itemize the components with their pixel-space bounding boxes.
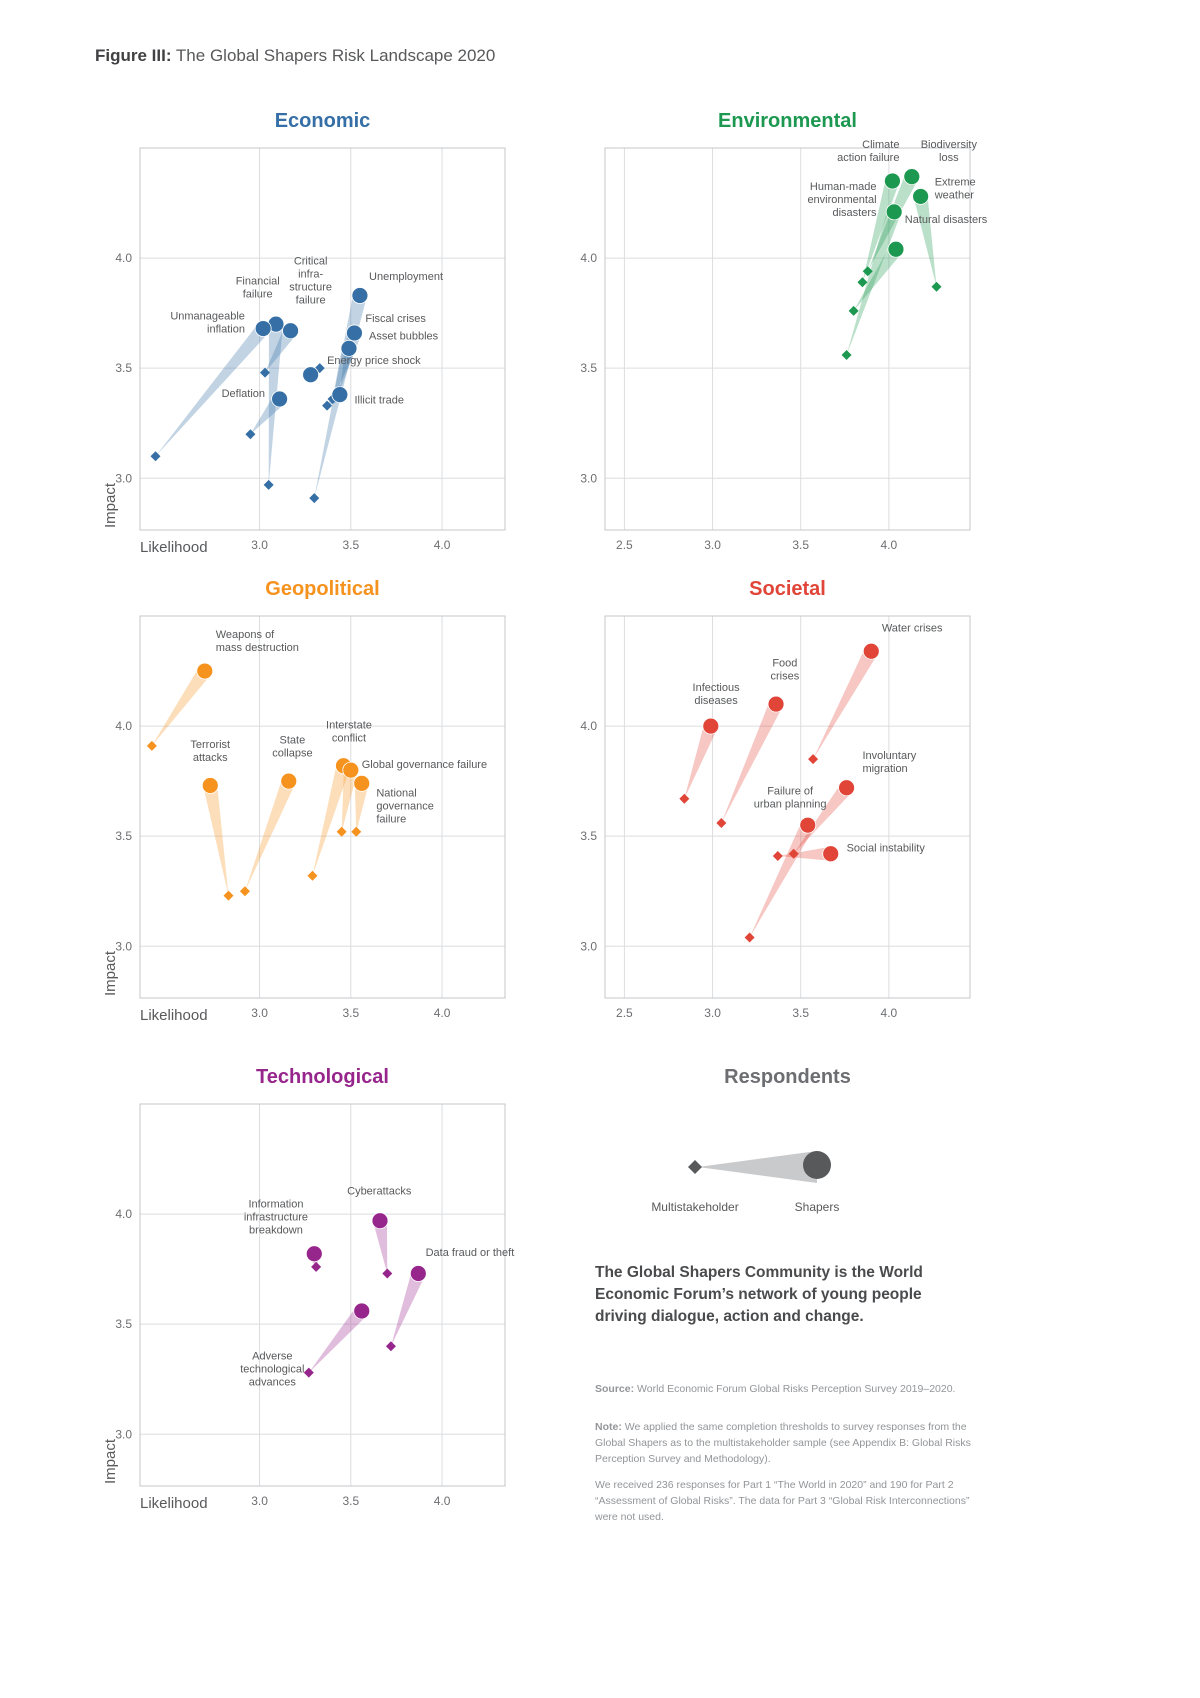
risk-label: Extreme — [934, 176, 976, 189]
y-axis-label: Impact — [102, 1438, 119, 1484]
risk-label: Food — [772, 657, 798, 670]
risk-label: Energy price shock — [327, 354, 421, 367]
y-tick-label: 3.0 — [115, 939, 132, 954]
panel-economic — [95, 108, 535, 568]
risk-label: Biodiversity — [920, 139, 977, 151]
legend-diamond-icon — [688, 1160, 702, 1174]
y-tick-label: 3.5 — [580, 361, 597, 376]
point-shapers — [306, 1246, 322, 1262]
point-shapers — [410, 1266, 426, 1282]
risk-label: Financial — [235, 275, 280, 288]
x-axis-label: Likelihood — [140, 1007, 208, 1024]
risk-label: Terrorist — [190, 739, 231, 752]
point-multistakeholder — [386, 1341, 396, 1351]
chart-plot — [95, 108, 535, 568]
point-shapers — [372, 1213, 388, 1229]
risk-label: Cyberattacks — [347, 1185, 412, 1198]
risk-label: State — [279, 734, 306, 747]
chart-plot — [560, 108, 1000, 568]
x-tick-label: 3.0 — [251, 1494, 268, 1508]
risk-label: Global governance failure — [361, 758, 488, 771]
responses-note — [595, 1478, 995, 1525]
legend-label-multistakeholder: Multistakeholder — [651, 1200, 739, 1214]
risk-label: Asset bubbles — [369, 330, 439, 343]
chart-economic — [95, 108, 535, 568]
risk-wedge — [914, 195, 937, 286]
point-multistakeholder — [842, 350, 852, 360]
chart-geopolitical — [95, 576, 535, 1036]
risk-label: Fiscal crises — [365, 312, 426, 325]
risk-label: urban planning — [753, 798, 827, 811]
figure-label: Figure III: — [95, 46, 172, 65]
risk-label: diseases — [694, 694, 738, 707]
plot-frame — [140, 1104, 505, 1486]
x-axis-label: Likelihood — [140, 1495, 208, 1512]
x-tick-label: 4.0 — [433, 538, 451, 552]
risk-label: breakdown — [249, 1224, 303, 1237]
risk-label: technological — [240, 1363, 305, 1376]
x-tick-label: 2.5 — [616, 538, 633, 552]
x-tick-label: 3.5 — [792, 1006, 810, 1020]
risk-label: collapse — [272, 747, 313, 760]
risk-label: crises — [770, 670, 800, 683]
note-text: We applied the same completion thresholds to survey responses from the Global Shapers as to the multistakeholder sample (see Appendix B: Global Risks Perception Survey and Methodology). — [595, 1421, 971, 1465]
x-tick-label: 3.0 — [704, 1006, 721, 1020]
y-tick-label: 3.5 — [580, 829, 597, 844]
point-multistakeholder — [679, 794, 689, 804]
risk-label: Human-made — [809, 180, 877, 193]
point-multistakeholder — [857, 277, 867, 287]
point-multistakeholder — [931, 282, 941, 292]
panel-environmental — [560, 108, 1000, 568]
panel-technological — [95, 1064, 535, 1524]
y-tick-label: 3.0 — [580, 471, 597, 486]
chart-title-societal: Societal — [749, 578, 826, 600]
y-tick-label: 4.0 — [580, 719, 597, 734]
legend-circle-icon — [803, 1151, 831, 1179]
panel-geopolitical — [95, 576, 535, 1036]
y-tick-label: 3.5 — [115, 361, 132, 376]
risk-label: Critical — [293, 255, 328, 268]
chart-title-economic: Economic — [274, 110, 371, 132]
x-tick-label: 3.5 — [342, 1006, 360, 1020]
x-tick-label: 3.5 — [342, 538, 360, 552]
point-shapers — [303, 367, 319, 383]
risk-label: Failure of — [767, 785, 814, 798]
chart-plot — [95, 576, 535, 1036]
point-multistakeholder — [773, 851, 783, 861]
y-tick-label: 4.0 — [115, 1207, 132, 1222]
point-shapers — [197, 663, 213, 679]
risk-label: Adverse — [252, 1350, 293, 1363]
y-tick-label: 4.0 — [580, 251, 597, 266]
risk-label: migration — [862, 763, 908, 776]
point-multistakeholder — [808, 754, 818, 764]
risk-label: attacks — [192, 752, 228, 765]
risk-label: Unmanageable — [170, 310, 245, 323]
point-shapers — [354, 1303, 370, 1319]
y-axis-label: Impact — [102, 950, 119, 996]
panel-societal — [560, 576, 1000, 1036]
y-tick-label: 4.0 — [115, 719, 132, 734]
plot-frame — [140, 616, 505, 998]
x-tick-label: 3.0 — [704, 538, 721, 552]
point-multistakeholder — [311, 1262, 321, 1272]
risk-label: Natural disasters — [904, 213, 988, 226]
chart-environmental — [560, 108, 1000, 568]
risk-label: structure — [289, 281, 333, 294]
chart-title-geopolitical: Geopolitical — [265, 578, 380, 600]
point-multistakeholder — [240, 886, 250, 896]
point-multistakeholder — [351, 827, 361, 837]
point-multistakeholder — [264, 480, 274, 490]
risk-label: infra- — [298, 268, 324, 281]
point-shapers — [272, 391, 288, 407]
risk-label: infrastructure — [243, 1211, 309, 1224]
legend-label-shapers: Shapers — [794, 1200, 840, 1214]
y-tick-label: 3.0 — [580, 939, 597, 954]
chart-title-environmental: Environmental — [718, 110, 857, 132]
y-tick-label: 3.5 — [115, 1317, 132, 1332]
chart-societal — [560, 576, 1000, 1036]
risk-label: weather — [934, 189, 974, 202]
chart-title-technological: Technological — [256, 1066, 389, 1088]
point-multistakeholder — [382, 1269, 392, 1279]
risk-label: failure — [295, 294, 326, 307]
risk-label: governance — [376, 800, 434, 813]
risk-label: Water crises — [881, 622, 943, 635]
point-multistakeholder — [147, 741, 157, 751]
point-multistakeholder — [260, 368, 270, 378]
risk-wedge — [245, 779, 295, 892]
point-multistakeholder — [337, 827, 347, 837]
x-tick-label: 3.5 — [792, 538, 810, 552]
chart-plot — [560, 576, 1000, 1036]
point-multistakeholder — [151, 451, 161, 461]
point-shapers — [346, 325, 362, 341]
risk-label: Social instability — [846, 842, 925, 855]
point-shapers — [913, 188, 929, 204]
plot-frame — [140, 148, 505, 530]
x-tick-label: 3.0 — [251, 1006, 268, 1020]
risk-label: Weapons of — [215, 629, 275, 642]
point-shapers — [255, 321, 271, 337]
x-axis-label: Likelihood — [140, 539, 208, 556]
x-tick-label: 4.0 — [433, 1494, 451, 1508]
risk-label: Climate — [862, 139, 900, 151]
source-note — [595, 1382, 995, 1398]
risk-label: Interstate — [326, 719, 372, 732]
point-shapers — [839, 780, 855, 796]
risk-label: Infectious — [692, 681, 740, 694]
source-label: Source: — [595, 1383, 635, 1395]
risk-label: Unemployment — [369, 271, 444, 284]
panel-respondents — [560, 1064, 1000, 1664]
point-multistakeholder — [309, 493, 319, 503]
risk-label: loss — [939, 152, 959, 164]
responses-text: We received 236 responses for Part 1 “The World in 2020” and 190 for Part 2 “Assessment of Global Risks”. The data for Part 3 “Global Risk Interconnections” were not used. — [595, 1479, 970, 1523]
risk-label: conflict — [331, 732, 367, 745]
point-shapers — [800, 817, 816, 833]
point-multistakeholder — [849, 306, 859, 316]
risk-label: action failure — [837, 152, 900, 164]
figure-title: The Global Shapers Risk Landscape 2020 — [175, 46, 496, 65]
risk-label: Illicit trade — [354, 394, 404, 407]
x-tick-label: 4.0 — [880, 538, 898, 552]
legend-wedge — [698, 1151, 817, 1183]
x-tick-label: 2.5 — [616, 1006, 633, 1020]
point-shapers — [281, 773, 297, 789]
risk-wedge — [813, 648, 877, 759]
risk-wedge — [750, 822, 814, 938]
chart-technological — [95, 1064, 535, 1524]
risk-label: National — [376, 787, 417, 800]
risk-label: Involuntary — [862, 750, 917, 763]
x-tick-label: 4.0 — [433, 1006, 451, 1020]
risk-wedge — [203, 784, 228, 895]
y-tick-label: 3.5 — [115, 829, 132, 844]
respondents-legend — [560, 1064, 1000, 1234]
respondents-title: Respondents — [724, 1066, 851, 1088]
point-shapers — [703, 718, 719, 734]
point-shapers — [886, 204, 902, 220]
plot-frame — [605, 148, 970, 530]
risk-label: failure — [242, 288, 273, 301]
y-tick-label: 3.0 — [115, 471, 132, 486]
risk-label: Information — [248, 1198, 304, 1211]
point-shapers — [904, 169, 920, 185]
risk-label: Data fraud or theft — [425, 1246, 515, 1259]
source-text: World Economic Forum Global Risks Perception Survey 2019–2020. — [637, 1383, 956, 1395]
chart-plot — [95, 1064, 535, 1524]
risk-wedge — [391, 1271, 425, 1346]
point-shapers — [202, 778, 218, 794]
point-multistakeholder — [745, 932, 755, 942]
risk-label: mass destruction — [215, 642, 299, 655]
note-label: Note: — [595, 1421, 622, 1433]
risk-label: disasters — [832, 206, 877, 219]
point-shapers — [343, 762, 359, 778]
point-shapers — [768, 696, 784, 712]
point-shapers — [823, 846, 839, 862]
risk-label: inflation — [207, 323, 245, 336]
risk-label: Deflation — [221, 387, 266, 400]
point-multistakeholder — [307, 871, 317, 881]
risk-label: advances — [248, 1376, 296, 1389]
y-axis-label: Impact — [102, 482, 119, 528]
point-shapers — [863, 643, 879, 659]
x-tick-label: 4.0 — [880, 1006, 898, 1020]
point-multistakeholder — [224, 891, 234, 901]
point-shapers — [884, 173, 900, 189]
y-tick-label: 3.0 — [115, 1427, 132, 1442]
risk-label: environmental — [807, 193, 877, 206]
point-shapers — [354, 775, 370, 791]
point-shapers — [332, 387, 348, 403]
x-tick-label: 3.0 — [251, 538, 268, 552]
risk-label: failure — [376, 813, 407, 826]
figure-caption — [95, 46, 495, 66]
point-shapers — [352, 288, 368, 304]
point-shapers — [283, 323, 299, 339]
point-shapers — [888, 241, 904, 257]
point-multistakeholder — [716, 818, 726, 828]
x-tick-label: 3.5 — [342, 1494, 360, 1508]
community-statement: The Global Shapers Community is the World Economic Forum’s network of young people driving dialogue, action and change. — [595, 1264, 923, 1325]
y-tick-label: 4.0 — [115, 251, 132, 266]
methodology-note — [595, 1420, 995, 1467]
